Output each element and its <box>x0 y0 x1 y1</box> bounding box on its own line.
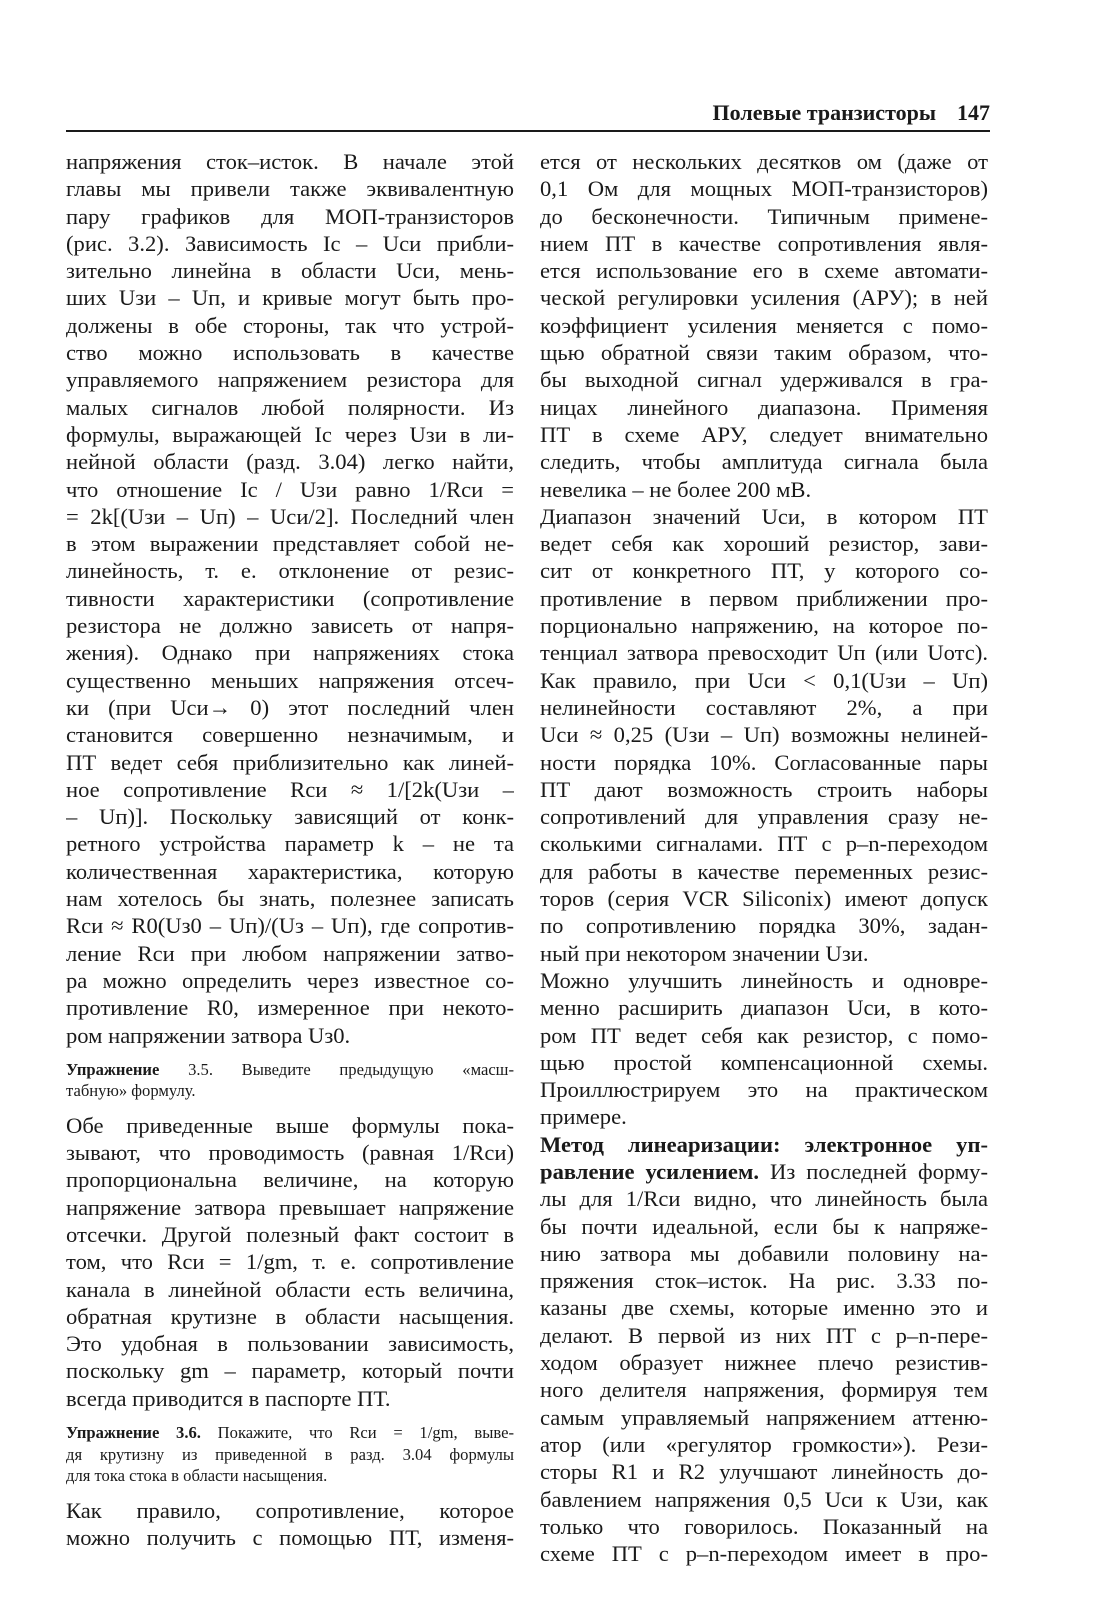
text-line: щью обратной связи таким образом, что- <box>540 340 988 366</box>
text-line: схеме ПТ с p–n-переходом имеет в про- <box>540 1541 988 1567</box>
text-line: ный при некотором значении Uзи. <box>540 940 869 966</box>
text-line: линейность, т. е. отклонение от резис- <box>66 558 514 584</box>
text-line: становится совершенно незначимым, и <box>66 722 514 748</box>
text-line: ПТ ведет себя приблизительно как линей- <box>66 749 514 775</box>
paragraph-right-4 <box>540 1131 988 1568</box>
text-line: = 2k[(Uзи – Uп) – Uси/2]. Последний член <box>66 503 514 529</box>
text-line: резистора не должно зависеть от напря- <box>66 613 514 639</box>
text-line: менно расширить диапазон Uси, в кото- <box>540 995 988 1021</box>
text-line: Uси ≈ 0,25 (Uзи – Uп) возможны нелиней- <box>540 722 988 748</box>
text-line: Как правило, при Uси < 0,1(Uзи – Uп) <box>540 667 988 693</box>
text-line: что отношение Iс / Uзи равно 1/Rси = <box>66 476 514 502</box>
text-line: пару графиков для МОП-транзисторов <box>66 203 514 229</box>
text-line: торов (серия VCR Siliconix) имеют допуск <box>540 886 988 912</box>
text-line: ется использование его в схеме автомати- <box>540 258 988 284</box>
text-line: канала в линейной области есть величина, <box>66 1276 514 1302</box>
section-heading: равление усилением. <box>540 1158 760 1184</box>
text-line: существенно меньших напряжения отсеч- <box>66 667 514 693</box>
text-line: ного делителя напряжения, формируя тем <box>540 1377 988 1403</box>
text-line: щью простой компенсационной схемы. <box>540 1049 988 1075</box>
text-line: атор (или «регулятор громкости»). Рези- <box>540 1431 988 1457</box>
text-line: ходом образует нижнее плечо резистив- <box>540 1350 988 1376</box>
text-line: ром напряжении затвора Uз0. <box>66 1022 351 1048</box>
text-line: ра можно определить через известное со- <box>66 967 514 993</box>
text-line: нелинейности составляют 2%, а при <box>540 694 988 720</box>
text-line: делают. В первой из них ПТ с p–n-пере- <box>540 1322 988 1348</box>
page-number: 147 <box>957 100 990 125</box>
text-line: Диапазон значений Uси, в котором ПТ <box>540 503 988 529</box>
text-line: ром ПТ ведет себя как резистор, с помо- <box>540 1022 988 1048</box>
text-line: противление R0, измеренное при некото- <box>66 995 514 1021</box>
exercise-text: 3.5. Выведите предыдущую «масш- <box>188 1059 514 1079</box>
text-line: напряжения сток–исток. В начале этой <box>66 149 514 174</box>
text-line: пропорциональна величине, на которую <box>66 1167 514 1193</box>
paragraph-left-3 <box>66 1497 514 1552</box>
text-line: ство можно использовать в качестве <box>66 340 514 366</box>
text-line: ведет себя как хороший резистор, зави- <box>540 531 988 557</box>
exercise-label: Упражнение <box>66 1059 160 1079</box>
text-line: противление в первом приближении про- <box>540 585 988 611</box>
text-line: Как правило, сопротивление, которое <box>66 1497 514 1523</box>
text-line: нам хотелось бы знать, полезнее записать <box>66 886 514 912</box>
paragraph-left-1 <box>66 148 514 1049</box>
text-line: ницах линейного диапазона. Применяя <box>540 394 988 420</box>
text-line: – Uп)]. Поскольку зависящий от конк- <box>66 804 514 830</box>
text-line: ление Rси при любом напряжении затво- <box>66 940 514 966</box>
section-heading: Метод линеаризации: электронное уп- <box>540 1131 988 1157</box>
exercise-3-5 <box>66 1059 514 1102</box>
text-line: управляемого напряжением резистора для <box>66 367 514 393</box>
text-line: тивности характеристики (сопротивление <box>66 585 514 611</box>
text-line: по сопротивлению порядка 30%, задан- <box>540 913 988 939</box>
text-line: бы почти идеальной, если бы к напряже- <box>540 1213 988 1239</box>
text-line: напряжение затвора превышает напряжение <box>66 1194 514 1220</box>
text-line: пряжения сток–исток. На рис. 3.33 по- <box>540 1268 988 1294</box>
running-title: Полевые транзисторы <box>712 100 936 125</box>
text-line: сит от конкретного ПТ, у которого со- <box>540 558 988 584</box>
text-line: бы выходной сигнал удерживался в гра- <box>540 367 988 393</box>
text-line: можно получить с помощью ПТ, изменя- <box>66 1524 514 1550</box>
text-line: обратная крутизне в области насыщения. <box>66 1303 514 1329</box>
text-line: нию затвора мы добавили половину на- <box>540 1240 988 1266</box>
text-line: Из последней форму- <box>759 1158 988 1184</box>
text-line: бавлением напряжения 0,5 Uси к Uзи, как <box>540 1486 988 1512</box>
text-line: ки (при Uси→ 0) этот последний член <box>66 694 514 720</box>
text-line: главы мы привели также эквивалентную <box>66 176 514 202</box>
paragraph-right-2 <box>540 503 988 967</box>
text-line: сколькими сигналами. ПТ с p–n-переходом <box>540 831 988 857</box>
text-line: самым управляемый напряжением аттеню- <box>540 1404 988 1430</box>
text-line: зывают, что проводимость (равная 1/Rси) <box>66 1140 514 1166</box>
text-line: Rси ≈ R0(Uз0 – Uп)/(Uз – Uп), где сопротив- <box>66 913 514 939</box>
text-line: всегда приводится в паспорте ПТ. <box>66 1385 391 1411</box>
text-line: ное сопротивление Rси ≈ 1/[2k(Uзи – <box>66 776 514 802</box>
text-line: количественная характеристика, которую <box>66 858 514 884</box>
text-line: ется от нескольких десятков ом (даже от <box>540 149 988 174</box>
text-line: тенциал затвора превосходит Uп (или Uотс). <box>540 640 988 666</box>
text-line: ретного устройства параметр k – не та <box>66 831 514 857</box>
text-line: примере. <box>540 1104 627 1130</box>
text-line: ших Uзи – Uп, и кривые могут быть про- <box>66 285 514 311</box>
text-line: сопротивлений для управления сразу не- <box>540 804 988 830</box>
exercise-text: Покажите, что Rси = 1/gm, выве- <box>217 1423 514 1443</box>
text-line: должены в обе стороны, так что устрой- <box>66 312 514 338</box>
text-line: (рис. 3.2). Зависимость Iс – Uси прибли- <box>66 230 514 256</box>
text-line: Можно улучшить линейность и одновре- <box>540 967 988 993</box>
text-line: следить, чтобы амплитуда сигнала была <box>540 449 988 475</box>
text-line: отсечки. Другой полезный факт состоит в <box>66 1221 514 1247</box>
text-line: 0,1 Ом для мощных МОП-транзисторов) <box>540 176 988 202</box>
text-line: невелика – не более 200 мВ. <box>540 476 812 502</box>
text-line: для работы в качестве переменных резис- <box>540 858 988 884</box>
text-line: в этом выражении представляет собой не- <box>66 531 514 557</box>
paragraph-right-1 <box>540 148 988 503</box>
text-line: лы для 1/Rси видно, что линейность была <box>540 1186 988 1212</box>
exercise-text: дя крутизну из приведенной в разд. 3.04 формулы <box>66 1444 514 1464</box>
text-line: нейной области (разд. 3.04) легко найти, <box>66 449 514 475</box>
text-line: малых сигналов любой полярности. Из <box>66 394 514 420</box>
left-column <box>66 148 514 1551</box>
exercise-text: табную» формулу. <box>66 1081 196 1101</box>
text-line: Это удобная в пользовании зависимость, <box>66 1331 514 1357</box>
exercise-label: Упражнение 3.6. <box>66 1423 201 1443</box>
text-line: нием ПТ в качестве сопротивления явля- <box>540 230 988 256</box>
text-line: Обе приведенные выше формулы пока- <box>66 1112 514 1138</box>
text-line: порционально напряжению, на которое по- <box>540 613 988 639</box>
text-line: жения). Однако при напряжениях стока <box>66 640 514 666</box>
text-line: ности порядка 10%. Согласованные пары <box>540 749 988 775</box>
paragraph-right-3 <box>540 967 988 1131</box>
text-line: только что говорилось. Показанный на <box>540 1513 988 1539</box>
text-line: коэффициент усиления меняется с помо- <box>540 312 988 338</box>
right-column <box>540 148 988 1567</box>
text-line: зительно линейна в области Uси, мень- <box>66 258 514 284</box>
text-line: поскольку gm – параметр, который почти <box>66 1358 514 1384</box>
text-line: Проиллюстрируем это на практическом <box>540 1077 988 1103</box>
text-line: ПТ в схеме АРУ, следует внимательно <box>540 421 988 447</box>
text-line: сторы R1 и R2 улучшают линейность до- <box>540 1459 988 1485</box>
paragraph-left-2 <box>66 1112 514 1412</box>
page-header <box>66 100 990 132</box>
text-line: том, что Rси = 1/gm, т. е. сопротивление <box>66 1249 514 1275</box>
text-line: ПТ дают возможность строить наборы <box>540 776 988 802</box>
text-line: формулы, выражающей Iс через Uзи в ли- <box>66 421 514 447</box>
exercise-text: для тока стока в области насыщения. <box>66 1466 328 1486</box>
text-line: ческой регулировки усиления (АРУ); в ней <box>540 285 988 311</box>
exercise-3-6 <box>66 1422 514 1487</box>
text-line: казаны две схемы, которые именно это и <box>540 1295 988 1321</box>
text-line: до бесконечности. Типичным примене- <box>540 203 988 229</box>
